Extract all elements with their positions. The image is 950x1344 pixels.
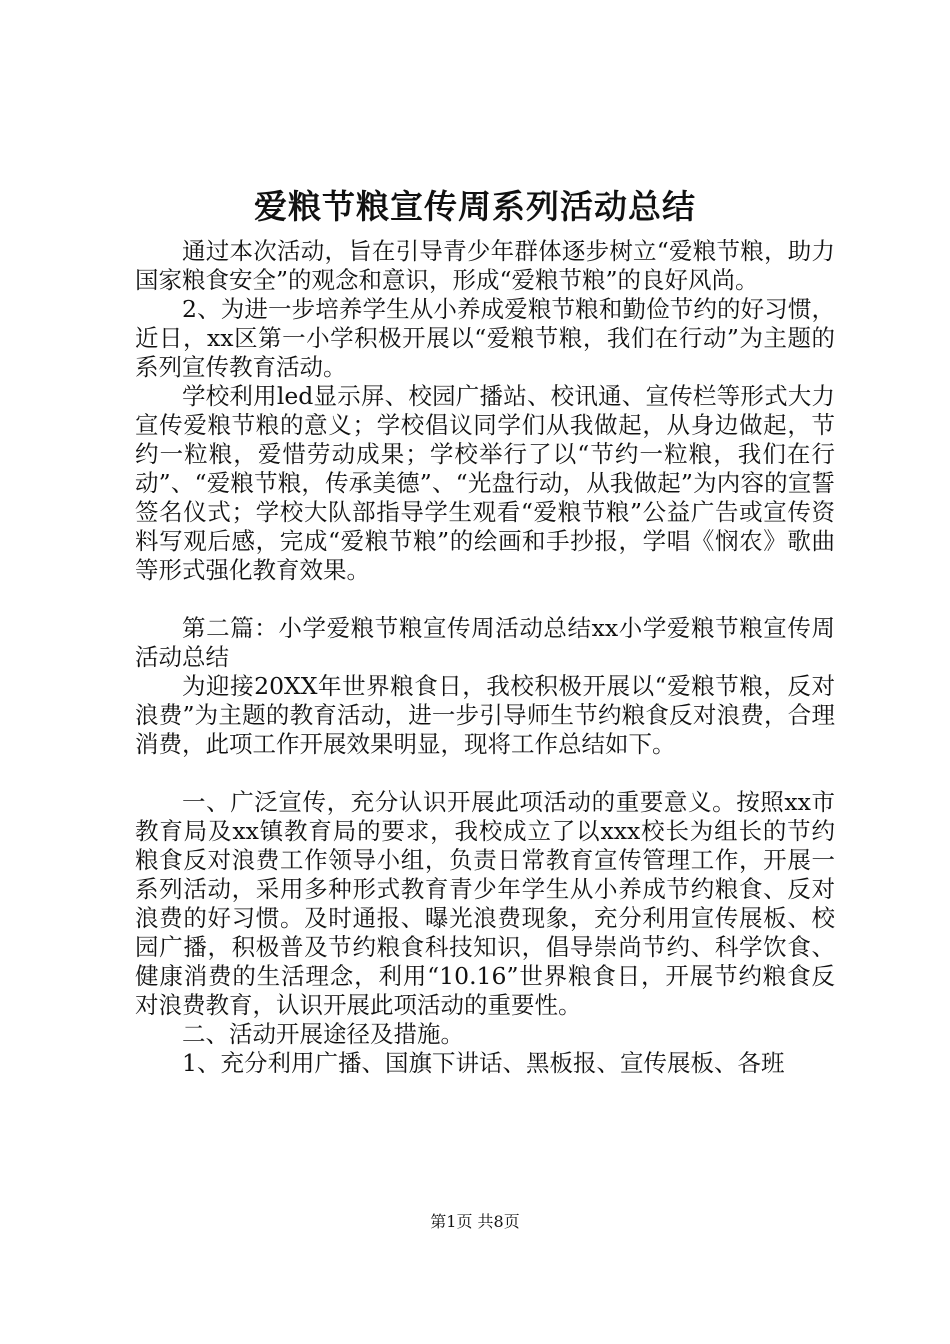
paragraph-item-2: 2、为进一步培养学生从小养成爱粮节粮和勤俭节约的好习惯，近日，xx区第一小学积极开展以“爱粮节粮，我们在行动”为主题的系列宣传教育活动。 xyxy=(135,295,835,381)
paragraph-section-one: 一、广泛宣传，充分认识开展此项活动的重要意义。按照xx市教育局及xx镇教育局的要求，我校成立了以xxx校长为组长的节约粮食反对浪费工作领导小组，负责日常教育宣传管理工作，开展一系列活动，采用多种形式教育青少年学生从小养成节约粮食、反对浪费的好习惯。及时通报、曝光浪费现象，充分利用宣传展板、校园广播，积极普及节约粮食科技知识，倡导崇尚节约、科学饮食、健康消费的生活理念，利用“10.16”世界粮食日，开展节约粮食反对浪费教育，认识开展此项活动的重要性。 xyxy=(135,788,835,1019)
paragraph-second-article-heading: 第二篇：小学爱粮节粮宣传周活动总结xx小学爱粮节粮宣传周活动总结 xyxy=(135,614,835,671)
paragraph-measure-1: 1、充分利用广播、国旗下讲话、黑板报、宣传展板、各班 xyxy=(182,1049,785,1077)
page-number-footer: 第1页 共8页 xyxy=(430,1212,520,1231)
paragraph-school-activities: 学校利用led显示屏、校园广播站、校讯通、宣传栏等形式大力宣传爱粮节粮的意义；学校倡议同学们从我做起，从身边做起，节约一粒粮，爱惜劳动成果；学校举行了以“节约一粒粮，我们在行动”、“爱粮节粮，传承美德”、“光盘行动，从我做起”为内容的宣誓签名仪式；学校大队部指导学生观看“爱粮节粮”公益广告或宣传资料写观后感，完成“爱粮节粮”的绘画和手抄报，学唱《悯农》歌曲等形式强化教育效果。 xyxy=(135,382,835,584)
document-title: 爱粮节粮宣传周系列活动总结 xyxy=(254,187,696,226)
paragraph-intro: 通过本次活动，旨在引导青少年群体逐步树立“爱粮节粮，助力国家粮食安全”的观念和意识，形成“爱粮节粮”的良好风尚。 xyxy=(135,237,835,294)
paragraph-spacer xyxy=(135,759,835,788)
paragraph-section-two: 二、活动开展途径及措施。 xyxy=(182,1020,464,1048)
paragraph-world-food-day: 为迎接20XX年世界粮食日，我校积极开展以“爱粮节粮，反对浪费”为主题的教育活动，进一步引导师生节约粮食反对浪费，合理消费，此项工作开展效果明显，现将工作总结如下。 xyxy=(135,672,835,758)
paragraph-spacer xyxy=(135,585,835,614)
document-body xyxy=(135,237,835,1078)
